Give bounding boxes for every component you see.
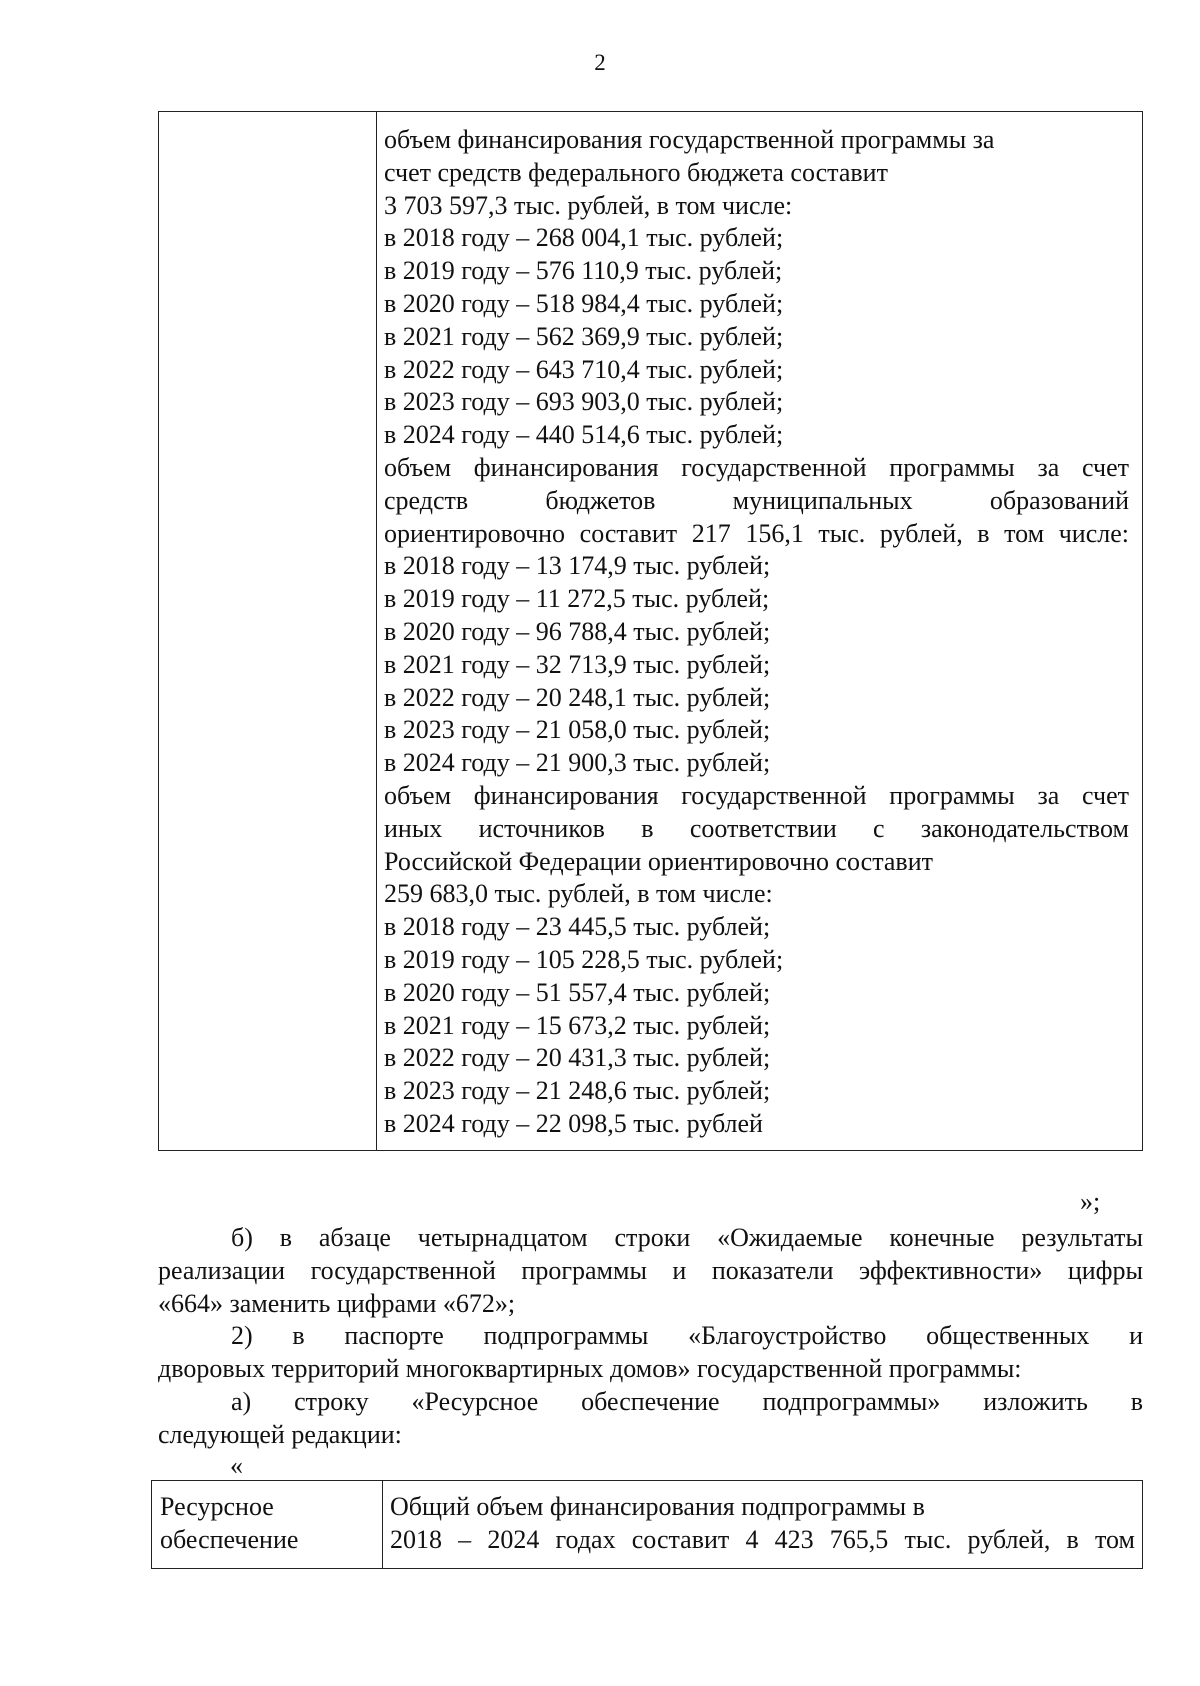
table-text-line: объем финансирования государственной программы за	[384, 125, 995, 154]
table-text-line: Общий объем финансирования подпрограммы в	[390, 1492, 925, 1521]
table-text-line: объем финансирования государственной программы за счет	[384, 452, 1129, 482]
table-text-line: в 2018 году – 268 004,1 тыс. рублей;	[384, 223, 784, 253]
table-text-line: в 2022 году – 20 431,3 тыс. рублей;	[384, 1043, 771, 1073]
table-text-line: в 2019 году – 105 228,5 тыс. рублей;	[384, 944, 784, 974]
table-text-line: 2018 – 2024 годах составит 4 423 765,5 тыс. рублей, в том	[390, 1524, 1135, 1554]
opening-quote: «	[230, 1451, 243, 1480]
closing-quote: »;	[1080, 1187, 1101, 1216]
resource-table-value-cell	[390, 1491, 1135, 1557]
page-number: 2	[594, 50, 606, 75]
table-text-line: Российской Федерации ориентировочно составит	[384, 846, 933, 876]
paragraph-line: 2) в паспорте подпрограммы «Благоустройство общественных и	[231, 1321, 1143, 1351]
paragraph-line: «664» заменить цифрами «672»;	[158, 1288, 516, 1318]
table-column-divider	[382, 1481, 383, 1568]
table-text-line: в 2022 году – 643 710,4 тыс. рублей;	[384, 354, 784, 384]
table-label-line: обеспечение	[160, 1524, 299, 1554]
paragraph-line: реализации государственной программы и показатели эффективности» цифры	[158, 1255, 1143, 1285]
table-text-line: в 2024 году – 22 098,5 тыс. рублей	[384, 1108, 763, 1138]
table-text-line: иных источников в соответствии с законодательством	[384, 813, 1129, 843]
financing-table-content	[384, 124, 1129, 1141]
paragraph-line: б) в абзаце четырнадцатом строки «Ожидаемые конечные результаты	[231, 1223, 1143, 1252]
table-text-line: в 2023 году – 21 248,6 тыс. рублей;	[384, 1076, 771, 1106]
amendment-text	[158, 1222, 1143, 1452]
table-text-line: средств бюджетов муниципальных образований	[384, 485, 1129, 515]
table-text-line: 259 683,0 тыс. рублей, в том числе:	[384, 879, 773, 909]
table-text-line: в 2019 году – 11 272,5 тыс. рублей;	[384, 584, 770, 614]
table-text-line: в 2023 году – 693 903,0 тыс. рублей;	[384, 387, 784, 417]
table-text-line: в 2020 году – 51 557,4 тыс. рублей;	[384, 977, 771, 1007]
table-text-line: в 2024 году – 21 900,3 тыс. рублей;	[384, 748, 771, 778]
table-text-line: в 2020 году – 518 984,4 тыс. рублей;	[384, 288, 784, 318]
resource-table-label-cell	[160, 1491, 375, 1557]
paragraph-line: следующей редакции:	[158, 1419, 402, 1449]
financing-table	[158, 111, 1143, 1151]
table-text-line: в 2018 году – 13 174,9 тыс. рублей;	[384, 551, 771, 581]
paragraph-line: дворовых территорий многоквартирных домов» государственной программы:	[158, 1354, 1022, 1384]
table-text-line: в 2021 году – 15 673,2 тыс. рублей;	[384, 1010, 771, 1040]
table-text-line: ориентировочно составит 217 156,1 тыс. рублей, в том числе:	[384, 518, 1129, 548]
table-text-line: 3 703 597,3 тыс. рублей, в том числе:	[384, 190, 793, 220]
table-text-line: в 2018 году – 23 445,5 тыс. рублей;	[384, 912, 771, 942]
table-column-divider	[376, 112, 377, 1150]
table-text-line: в 2021 году – 562 369,9 тыс. рублей;	[384, 321, 784, 351]
table-text-line: в 2024 году – 440 514,6 тыс. рублей;	[384, 420, 784, 450]
table-text-line: в 2022 году – 20 248,1 тыс. рублей;	[384, 682, 771, 712]
table-text-line: в 2019 году – 576 110,9 тыс. рублей;	[384, 256, 783, 286]
paragraph-line: а) строку «Ресурсное обеспечение подпрограммы» изложить в	[231, 1386, 1143, 1416]
table-text-line: в 2020 году – 96 788,4 тыс. рублей;	[384, 616, 771, 646]
table-label-line: Ресурсное	[160, 1492, 274, 1521]
table-text-line: счет средств федерального бюджета составит	[384, 157, 888, 187]
table-text-line: в 2021 году – 32 713,9 тыс. рублей;	[384, 649, 771, 679]
resource-table	[151, 1480, 1143, 1569]
table-text-line: в 2023 году – 21 058,0 тыс. рублей;	[384, 715, 771, 745]
table-text-line: объем финансирования государственной программы за счет	[384, 780, 1129, 810]
